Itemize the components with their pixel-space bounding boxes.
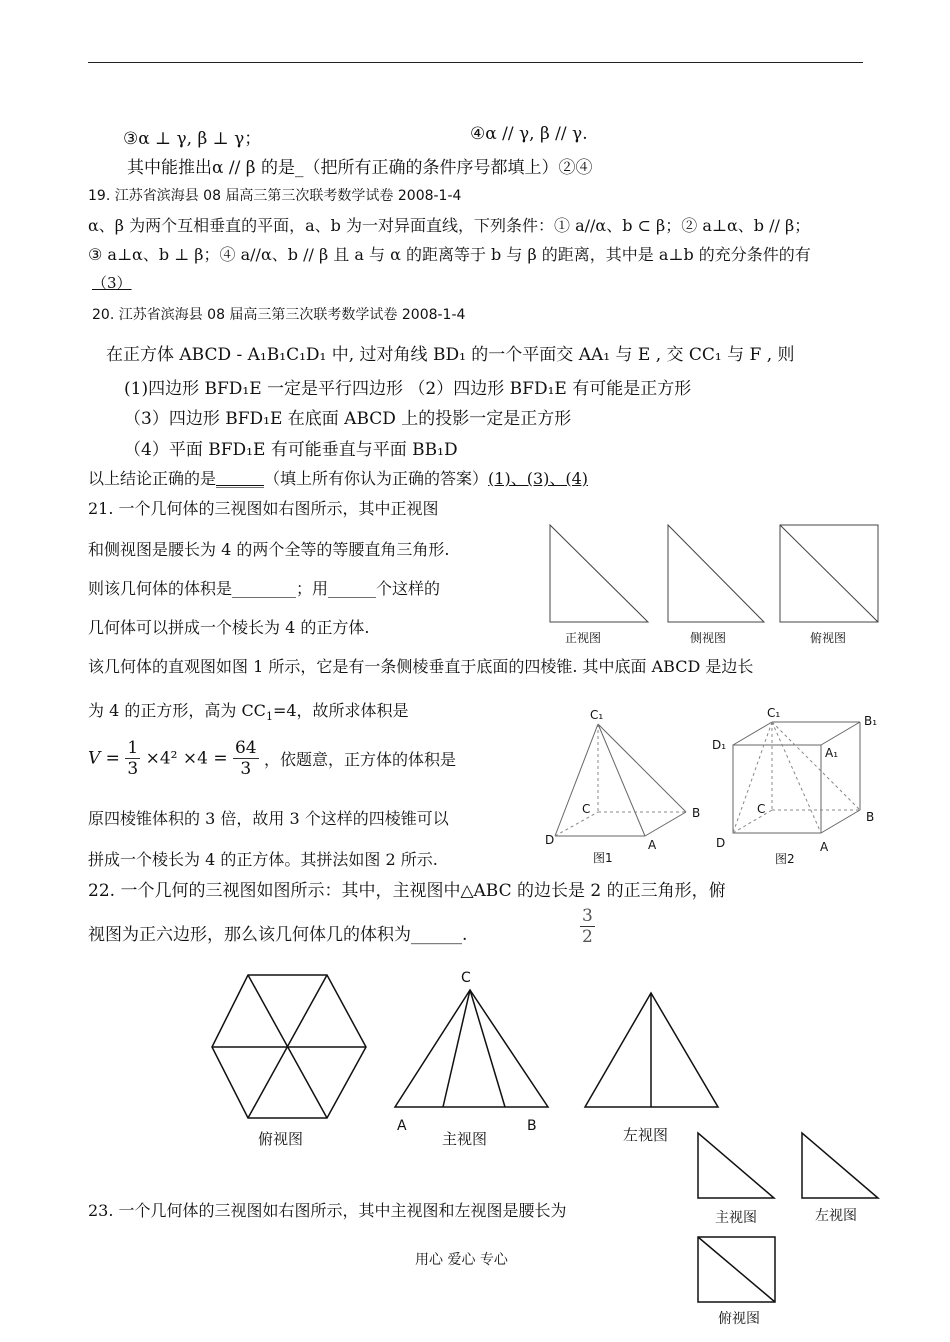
fig2-label-c: C [757, 802, 766, 816]
q19-line1: α、β 为两个互相垂直的平面，a、b 为一对异面直线，下列条件：① a//α、b ⊂ β；② a⊥α、b // β； [88, 216, 811, 235]
label-side-view: 侧视图 [690, 631, 727, 645]
q21-line5: 该几何体的直观图如图 1 所示，它是有一条侧棱垂直于底面的四棱锥. 其中底面 ABCD 是边长 [88, 657, 754, 676]
q21-line6-a: 为 4 的正方形，高为 CC [88, 701, 266, 720]
q20-blank: ______ [216, 469, 265, 488]
frac1-num: 1 [127, 738, 139, 758]
q23-line1: 23. 一个几何体的三视图如右图所示，其中主视图和左视图是腰长为 [88, 1201, 567, 1220]
q22-label-c: C [461, 970, 471, 986]
q23-label-left: 左视图 [815, 1208, 857, 1224]
q22-front-view-label: 主视图 [442, 1130, 488, 1148]
q20-stem: 在正方体 ABCD - A₁B₁C₁D₁ 中, 过对角线 BD₁ 的一个平面交 AA₁ 与 E , 交 CC₁ 与 F , 则 [106, 345, 795, 365]
q22-label-a: A [397, 1118, 407, 1134]
q21-line3: 则该几何体的体积是________；用______个这样的 [88, 579, 441, 598]
fig1-label-c: C [582, 802, 591, 816]
q20-answer: (1)、(3)、(4) [488, 469, 589, 488]
q21-line8: 原四棱锥体积的 3 倍，故用 3 个这样的四棱锥可以 [88, 809, 449, 828]
q19-answer: （3） [92, 274, 132, 292]
q22-ans-den: 2 [582, 927, 593, 947]
fig1-label-b: B [692, 806, 701, 820]
q20-prompt-a: 以上结论正确的是 [88, 469, 217, 488]
fig2-label-a1: A₁ [825, 746, 839, 760]
fig1-caption: 图1 [593, 851, 613, 865]
q21-line2: 和侧视图是腰长为 4 的两个全等的等腰直角三角形. [88, 540, 450, 559]
q22-top-view-label: 俯视图 [258, 1130, 304, 1148]
fig2-label-d1: D₁ [712, 738, 727, 752]
q19-line2: ③ a⊥α、b ⊥ β；④ a//α、b // β 且 a 与 α 的距离等于 b 与 β 的距离，其中是 a⊥b 的充分条件的有 [88, 245, 811, 264]
fig2-label-b1: B₁ [864, 714, 878, 728]
fig2-label-d: D [716, 836, 726, 850]
answer-line: 其中能推出α // β 的是_（把所有正确的条件序号都填上）②④ [127, 158, 593, 178]
fig1-label-a: A [648, 838, 657, 852]
q23-front-view [698, 1133, 774, 1198]
page-footer: 用心 爱心 专心 [415, 1252, 508, 1268]
condition-4: ④α // γ, β // γ. [470, 124, 588, 144]
q21-line1: 21. 一个几何体的三视图如右图所示，其中正视图 [88, 499, 439, 518]
q20-statement-1: (1)四边形 BFD₁E 一定是平行四边形 （2）四边形 BFD₁E 有可能是正方形 [124, 379, 692, 399]
frac2-den: 3 [240, 759, 252, 779]
q21-line6-b: =4，故所求体积是 [272, 701, 409, 720]
q20-statement-3: （3）四边形 BFD₁E 在底面 ABCD 上的投影一定是正方形 [124, 409, 572, 429]
q22-ans-num: 3 [582, 906, 593, 926]
frac1-den: 3 [127, 759, 139, 779]
frac2-num: 64 [234, 738, 257, 758]
q22-line1: 22. 一个几何的三视图如图所示：其中，主视图中△ABC 的边长是 2 的正三角形，俯 [88, 881, 726, 901]
formula-mid: ×4² ×4 = [145, 748, 228, 769]
fig2-caption: 图2 [775, 852, 795, 866]
q21-line6-sub: 1 [265, 710, 273, 724]
q22-label-b: B [527, 1118, 537, 1134]
q23-left-view [802, 1133, 878, 1198]
fig1-label-c1: C₁ [590, 708, 604, 722]
fig2-label-c1: C₁ [767, 706, 781, 720]
label-top-view: 俯视图 [810, 631, 847, 645]
q20-statement-4: （4）平面 BFD₁E 有可能垂直与平面 BB₁D [124, 440, 458, 460]
q23-label-top: 俯视图 [718, 1311, 760, 1327]
q20-prompt-b: （填上所有你认为正确的答案） [264, 469, 489, 488]
q21-line4: 几何体可以拼成一个棱长为 4 的正方体. [88, 618, 370, 637]
q22-left-view-label: 左视图 [623, 1126, 669, 1144]
q20-source: 20. 江苏省滨海县 08 届高三第三次联考数学试卷 2008-1-4 [92, 307, 466, 323]
q23-label-front: 主视图 [715, 1210, 757, 1226]
formula-tail: ，依题意，正方体的体积是 [264, 750, 457, 769]
fig2-label-b: B [866, 810, 875, 824]
condition-3: ③α ⊥ γ, β ⊥ γ； [123, 129, 262, 149]
q21-line9: 拼成一个棱长为 4 的正方体。其拼法如图 2 所示. [88, 850, 438, 869]
fig2-label-a: A [820, 840, 829, 854]
label-front-view: 正视图 [565, 631, 602, 645]
q22-line2: 视图为正六边形，那么该几何体几的体积为______. [88, 925, 468, 945]
fig1-label-d: D [545, 833, 555, 847]
formula-lhs: V = [88, 748, 120, 769]
q19-source: 19. 江苏省滨海县 08 届高三第三次联考数学试卷 2008-1-4 [88, 188, 462, 204]
